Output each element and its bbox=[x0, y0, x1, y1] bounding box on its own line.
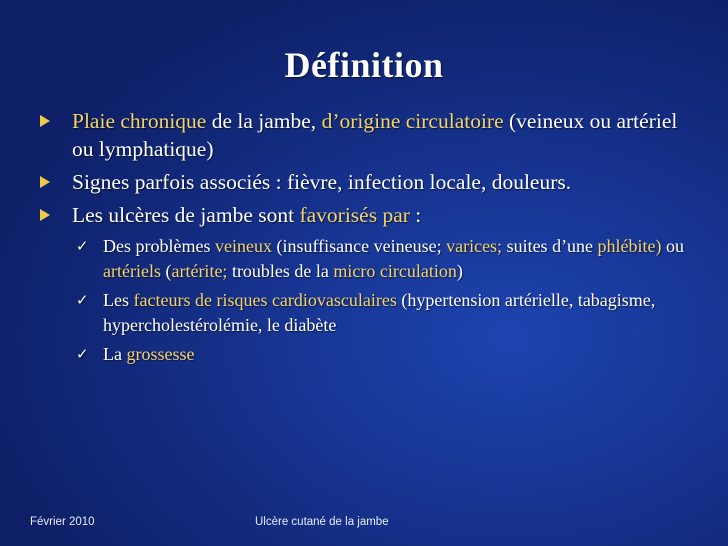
content-area bbox=[38, 107, 688, 371]
highlight-text: artériels bbox=[103, 261, 161, 281]
checkmark-icon: ✓ bbox=[76, 237, 89, 255]
bullet-item bbox=[38, 168, 688, 196]
checkmark-icon: ✓ bbox=[76, 291, 89, 309]
sub-bullet-text: ) bbox=[456, 261, 463, 281]
bullet-text: Signes parfois associés : fièvre, infection locale, douleurs. bbox=[72, 170, 572, 194]
highlight-text: grossesse bbox=[126, 344, 195, 364]
triangle-bullet-icon bbox=[40, 115, 50, 127]
sub-bullet-text: (insuffisance veineuse; bbox=[271, 236, 447, 256]
highlight-text: micro circulation bbox=[333, 261, 457, 281]
sub-bullet-text: troubles de la bbox=[227, 261, 334, 281]
sub-bullet-text: ou bbox=[661, 236, 685, 256]
bullet-item bbox=[38, 107, 688, 163]
footer-date: Février 2010 bbox=[30, 516, 95, 528]
sub-bullet-text: (hypertension artérielle, tabagisme, hypercholestérolémie, le diabète bbox=[103, 290, 656, 335]
checkmark-icon: ✓ bbox=[76, 345, 89, 363]
sub-bullet-text: La bbox=[103, 344, 127, 364]
highlight-text: facteurs de risques cardiovasculaires bbox=[133, 290, 397, 310]
highlight-text: Plaie chronique bbox=[72, 109, 207, 133]
highlight-text: varices; bbox=[446, 236, 503, 256]
sub-bullet-text: ( bbox=[160, 261, 172, 281]
triangle-bullet-icon bbox=[40, 176, 50, 188]
bullet-item bbox=[38, 201, 688, 229]
slide-title: Définition bbox=[284, 45, 444, 85]
sub-bullet-item bbox=[72, 342, 688, 367]
sub-bullet-text: Des problèmes bbox=[103, 236, 215, 256]
sub-bullet-item bbox=[72, 234, 688, 284]
sub-bullet-list bbox=[72, 234, 688, 367]
sub-bullet-item bbox=[72, 288, 688, 338]
footer-subject: Ulcère cutané de la jambe bbox=[255, 516, 389, 528]
sub-bullet-text: Les bbox=[103, 290, 134, 310]
highlight-text: artérite; bbox=[171, 261, 228, 281]
sub-bullet-text: suites d’une bbox=[502, 236, 598, 256]
highlight-text: d’origine circulatoire bbox=[321, 109, 504, 133]
triangle-bullet-icon bbox=[40, 209, 50, 221]
bullet-text: : bbox=[409, 203, 422, 227]
highlight-text: phlébite) bbox=[597, 236, 662, 256]
bullet-text: de la jambe, bbox=[206, 109, 322, 133]
highlight-text: favorisés par bbox=[299, 203, 410, 227]
highlight-text: veineux bbox=[214, 236, 272, 256]
bullet-text: Les ulcères de jambe sont bbox=[72, 203, 300, 227]
bullet-text: (veineux ou artériel ou lymphatique) bbox=[72, 109, 678, 161]
